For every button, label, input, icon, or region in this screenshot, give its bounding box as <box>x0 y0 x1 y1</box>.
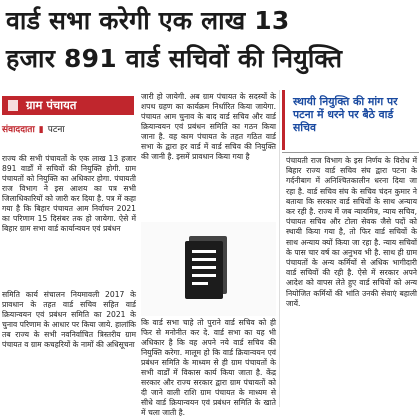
byline-separator-icon: ▮ <box>38 125 44 135</box>
document-illustration <box>141 222 276 316</box>
sidebar-headline-box <box>282 90 419 150</box>
column-divider <box>279 90 280 407</box>
document-icon <box>183 232 233 302</box>
article-text-col1-bottom: समिति कार्य संचालन नियमावली 2017 के प्रावधान के तहत वार्ड सचिव सहित वार्ड क्रियान्वयन एवं प्रबंधन समिति का 2021 के चुनाव परिणाम के आधार पर किया जाये. हालांकि तब राज्य के सभी नवनिर्वाचित त्रिस्तरीय ग्राम पंचायत व ग्राम कचहरियों के नामों की अधिसूचना <box>2 290 136 350</box>
article-text-col2-bottom: कि वार्ड सभा चाहे तो पुराने वार्ड सचिव को ही फिर से मनोनीत कर दे. वार्ड सभा का यह भी अधिकार है कि वह अपने नये वार्ड सचिव की नियुक्ति करेगा. मालूम हो कि वार्ड क्रियान्वयन एवं प्रबंधन समिति के माध्यम से ही ग्राम पंचायतों के सभी वार्डों में विकास कार्य किया जाता है. केंद्र सरकार और राज्य सरकार द्वारा ग्राम पंचायतों को दी जाने वाली राशि ग्राम पंचायत के माध्यम से सीधे वार्ड क्रियान्वयन एवं प्रबंधन समिति के खाते में चला जाती है. <box>141 318 276 418</box>
headline-line-2: हजार 891 वार्ड सचिवों की नियुक्ति <box>6 44 343 73</box>
byline-place: पटना <box>47 125 65 135</box>
sidebar-story <box>282 90 419 407</box>
headline <box>0 0 419 86</box>
byline <box>2 123 136 137</box>
sidebar-text: पंचायती राज विभाग के इस निर्णय के विरोध में बिहार राज्य वार्ड सचिव संघ द्वारा पटना के गर्दनीबाग में अनिश्चितकालीन धरना दिया जा रहा है. वार्ड सचिव संघ के सचिव चंदन कुमार ने बताया कि सरकार वार्ड सचिवों के साथ अन्याय कर रही है. राज्य में जब न्यायमित्र, न्याय सचिव, पंचायत सचिव और टोला सेवक जैसे पदों को स्थायी किया गया है, तो फिर वार्ड सचिवों के साथ अन्याय क्यों किया जा रहा है. न्याय सचिवों के पास चार वर्ष का अनुभव भी है. साथ ही ग्राम पंचायतों के अन्य कर्मियों से अधिक भागीदारी वार्ड सचिवों की रही है. ऐसे में सरकार अपने आदेश को वापस लेते हुए वार्ड सचिवों को अन्य नियोजित कर्मियों की भांति उनकी सेवाएं बहाली जायें. <box>286 156 417 308</box>
sidebar-divider <box>282 152 419 153</box>
section-tag-label: ग्राम पंचायत <box>2 96 134 115</box>
sidebar-headline: स्थायी नियुक्ति की मांग पर पटना में धरने पर बैठे वार्ड सचिव <box>293 95 398 134</box>
headline-line-1: वार्ड सभा करेगी एक लाख 13 <box>6 6 290 35</box>
section-tag <box>0 92 136 116</box>
article-text-col1-top: राज्य की सभी पंचायतों के एक लाख 13 हजार 891 वार्डों में सचिवों की नियुक्ति होगी. ग्राम पंचायतों को नियुक्ति का अधिकार होगा. पंचायती राज विभाग ने इस आशय का पत्र सभी जिलाधिकारियों को जारी कर दिया है. पत्र में कहा गया है कि बिहार पंचायत आम निर्वाचन 2021 का परिणाम 15 दिसंबर तक हो जायेगा. ऐसे में बिहार ग्राम सभा वार्ड कार्यान्वयन एवं प्रबंधन <box>2 154 136 234</box>
byline-reporter: संवाददाता <box>2 125 35 135</box>
main-article <box>0 90 278 418</box>
article-text-col2-top: जारी हो जायेगी. अब ग्राम पंचायत के सदस्यों के शपथ ग्रहण का कार्यक्रम निर्धारित किया जायेगा. पंचायत आम चुनाव के बाद वार्ड सचिव और वार्ड क्रियान्वयन एवं प्रबंधन समिति का गठन किया जाना है. वह काम पंचायत के तहत गठित वार्ड सभा के द्वारा हर वार्ड में वार्ड सचिव की नियुक्ति की जानी है. इसमें प्रावधान किया गया है <box>141 92 276 162</box>
